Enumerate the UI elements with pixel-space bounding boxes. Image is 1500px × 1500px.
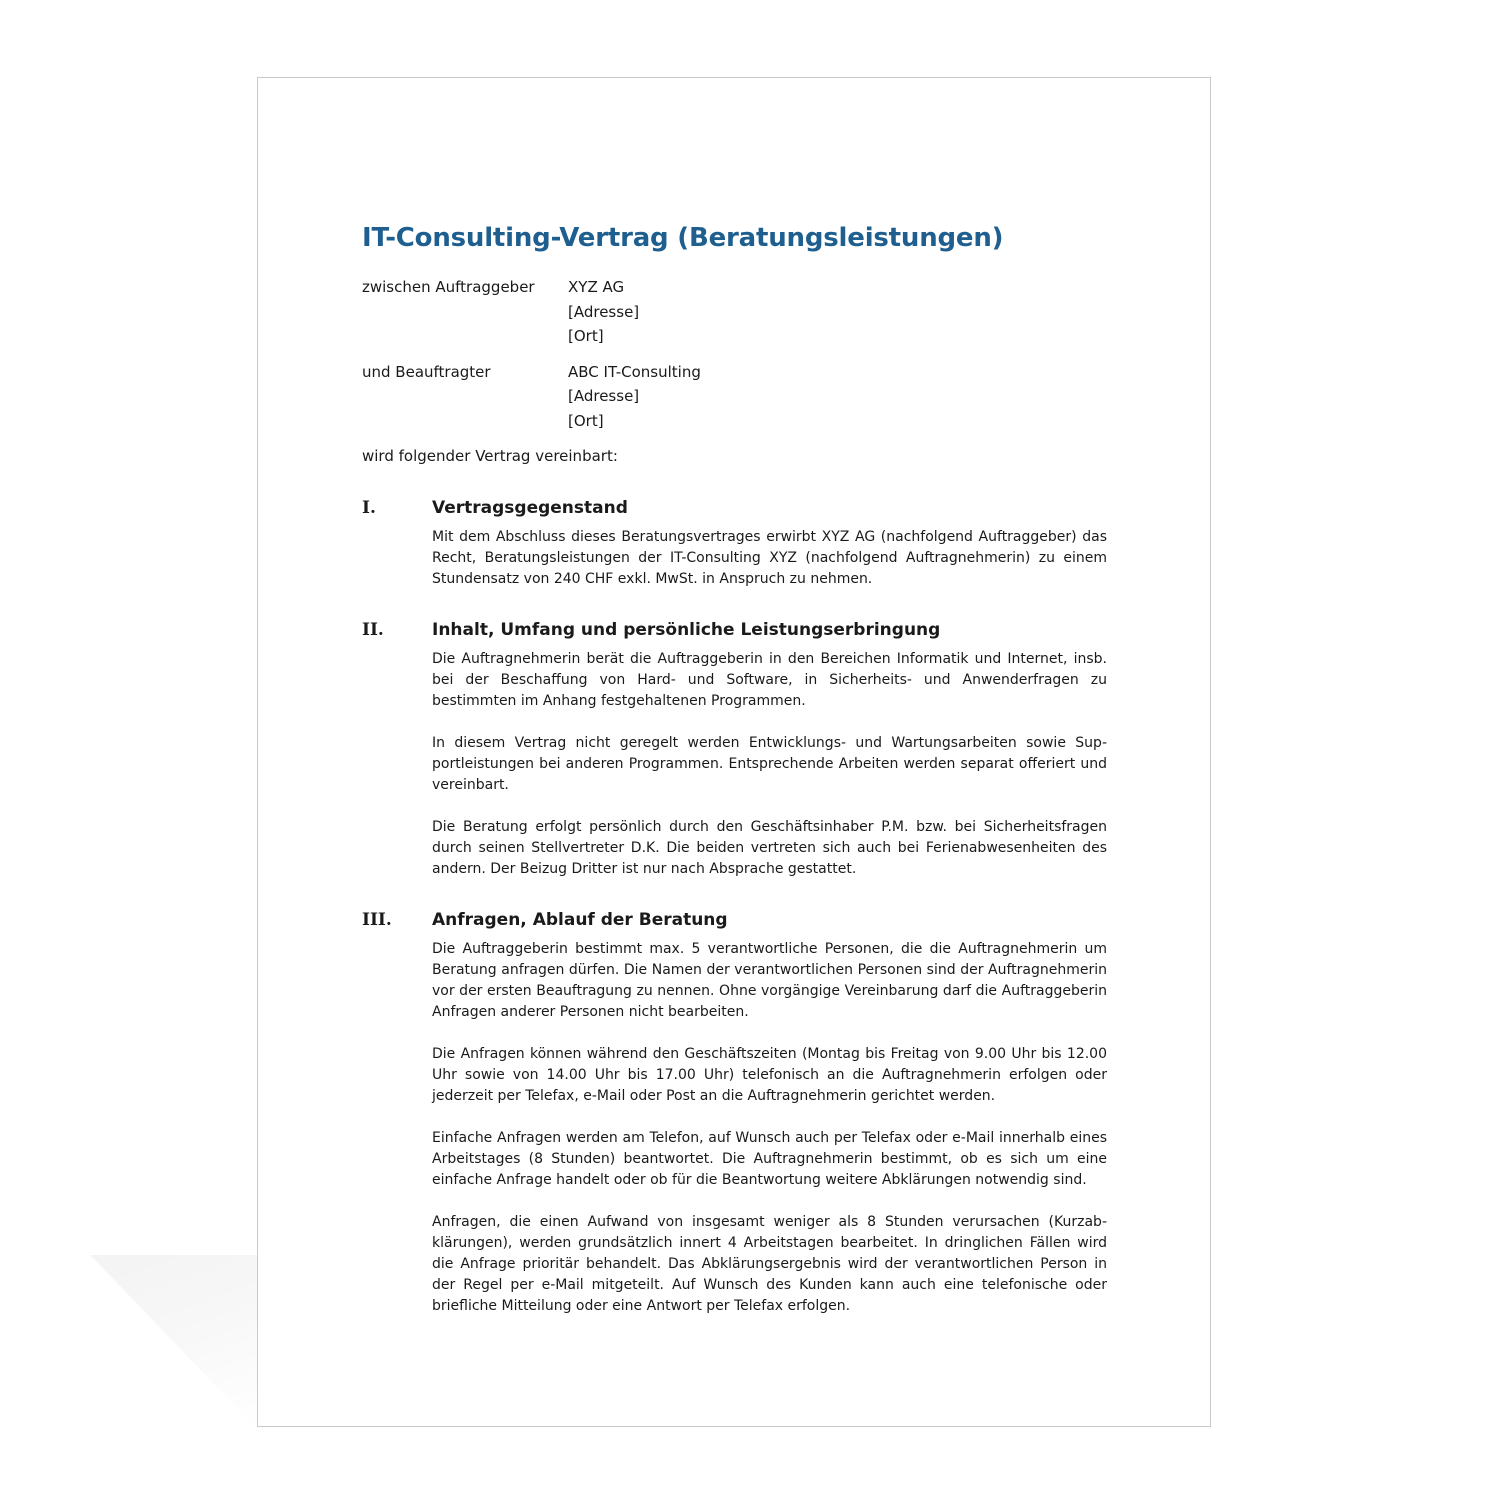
page-shadow [0,1255,258,1430]
paragraph: In diesem Vertrag nicht geregelt werden Entwicklungs- und Wartungsarbeiten sowie Supportleistungen bei anderen Programmen. Entsprechende Arbeiten werden separat offeriert und vereinbart. [432,735,1107,793]
party-city: [Ort] [568,327,604,345]
section-number: III. [362,910,392,930]
section-inhalt-umfang [362,618,1107,880]
section-number: I. [362,498,376,518]
section-body [432,939,1107,1317]
party-street: [Adresse] [568,302,640,321]
document-title: IT-Consulting-Vertrag (Beratungsleistungen) [362,223,1004,253]
party-city: [Ort] [568,411,604,430]
section-title: Anfragen, Ablauf der Beratung [432,910,728,930]
section-body [432,649,1107,880]
section-title: Inhalt, Umfang und persönliche Leistungserbringung [432,620,941,640]
party-address [568,275,639,349]
document-page [257,77,1211,1427]
section-title: Vertragsgegenstand [432,498,628,518]
party-client [362,275,1107,349]
section-body [432,527,1107,590]
section-heading [362,618,1107,642]
paragraph: Mit dem Abschluss dieses Beratungsvertrages erwirbt XYZ AG (nachfolgend Auftraggeber) das Recht, Beratungsleistungen der IT-Consulting XYZ (nachfolgend Auftragnehmerin) zu einem Stundensatz von 240 CHF exkl. MwSt. in Anspruch zu nehmen. [432,529,1107,587]
party-street: [Adresse] [568,387,640,405]
party-role: und Beauftragter [362,362,491,381]
paragraph: Die Beratung erfolgt persönlich durch den Geschäftsinhaber P.M. bzw. bei Sicherheitsfragen durch seinen Stellvertreter D.K. Die beiden vertreten sich auch bei Ferienabwesenheiten des andern. Der Beizug Dritter ist nur nach Absprache gestattet. [432,819,1107,877]
party-role: zwischen Auftraggeber [362,278,535,296]
section-heading [362,496,1107,520]
party-name: XYZ AG [568,278,625,296]
party-address [568,360,701,434]
paragraph: Die Auftragnehmerin berät die Auftraggeberin in den Bereichen Informatik und Internet, insb. bei der Beschaffung von Hard- und Software, in Sicherheits- und Anwenderfragen zu bestimmten im Anhang festgehaltenen Programmen. [432,651,1107,709]
document-content [362,223,1107,1317]
paragraph: Anfragen, die einen Aufwand von insgesamt weniger als 8 Stunden verursachen (Kurzabklärungen), werden grundsätzlich innert 4 Arbeitstagen bearbeitet. In dringlichen Fällen wird die Anfrage prioritär behandelt. Das Abklärungsergebnis wird der verantwortlichen Person in der Regel per e-Mail mitgeteilt. Auf Wunsch des Kunden kann auch eine telefonische oder briefliche Mitteilung oder eine Antwort per Telefax erfolgen. [432,1214,1107,1314]
paragraph: Die Auftraggeberin bestimmt max. 5 verantwortliche Personen, die die Auftragnehmerin um Beratung anfragen dürfen. Die Namen der verantwortlichen Personen sind der Auftragnehmerin vor der ersten Beauftragung zu nennen. Ohne vorgängige Vereinbarung darf die Auftraggeberin Anfragen anderer Personen nicht bearbeiten. [432,941,1107,1020]
party-name: ABC IT-Consulting [568,362,701,381]
section-vertragsgegenstand [362,496,1107,590]
paragraph: Einfache Anfragen werden am Telefon, auf Wunsch auch per Telefax oder e-Mail innerhalb eines Arbeitstages (8 Stunden) beantwortet. Die Auftragnehmerin bestimmt, ob es sich um eine einfache Anfrage handelt oder ob für die Beantwortung weitere Abklärungen notwendig sind. [432,1130,1107,1188]
party-contractor [362,360,1107,434]
section-number: II. [362,620,384,640]
paragraph: Die Anfragen können während den Geschäftszeiten (Montag bis Freitag von 9.00 Uhr bis 12.00 Uhr sowie von 14.00 Uhr bis 17.00 Uhr) telefonisch an die Auftragnehmerin erfolgen oder jederzeit per Telefax, e-Mail oder Post an die Auftragnehmerin gerichtet werden. [432,1046,1107,1104]
agreement-intro: wird folgender Vertrag vereinbart: [362,447,618,465]
section-anfragen-ablauf [362,908,1107,1317]
section-heading [362,908,1107,932]
